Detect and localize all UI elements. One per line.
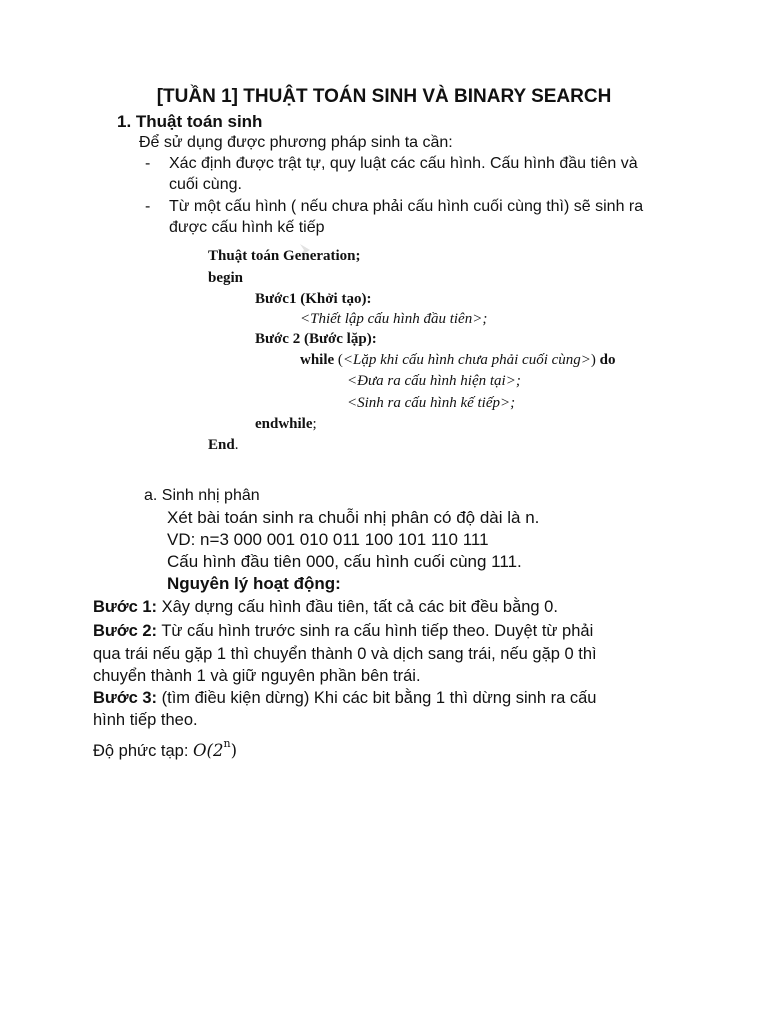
complexity-close: ) bbox=[230, 741, 238, 760]
example-line: VD: n=3 000 001 010 011 100 101 110 111 bbox=[167, 530, 489, 549]
algorithm-end bbox=[208, 437, 238, 454]
algorithm-body-2: <Sinh ra cấu hình kế tiếp>; bbox=[347, 395, 516, 411]
algorithm-name: Thuật toán Generation; bbox=[208, 248, 361, 264]
complexity-line bbox=[93, 737, 238, 761]
bullet-2-line1: Từ một cấu hình ( nếu chưa phải cấu hình cuối cùng thì) sẽ sinh ra bbox=[169, 198, 644, 215]
section-intro: Để sử dụng được phương pháp sinh ta cần: bbox=[139, 134, 453, 151]
while-condition: <Lặp khi cấu hình chưa phải cuối cùng> bbox=[342, 352, 591, 368]
step-3 bbox=[93, 689, 596, 708]
bullet-dash: - bbox=[145, 155, 151, 172]
complexity-label: Độ phức tạp: bbox=[93, 742, 194, 760]
algorithm-step1-label: Bước1 (Khởi tạo): bbox=[255, 291, 372, 307]
step-3-label: Bước 3: bbox=[93, 689, 158, 707]
subsection-heading-binary: a. Sinh nhị phân bbox=[144, 487, 260, 504]
endwhile-keyword: endwhile bbox=[255, 416, 313, 432]
step-1-line1: Xây dựng cấu hình đầu tiên, tất cả các bit đều bằng 0. bbox=[157, 598, 558, 616]
step-2 bbox=[93, 622, 593, 641]
problem-statement: Xét bài toán sinh ra chuỗi nhị phân có độ dài là n. bbox=[167, 508, 540, 527]
bullet-1-line1: Xác định được trật tự, quy luật các cấu hình. Cấu hình đầu tiên và bbox=[169, 155, 638, 172]
algorithm-begin: begin bbox=[208, 270, 244, 286]
end-keyword: End bbox=[208, 437, 235, 453]
algorithm-body-1: <Đưa ra cấu hình hiện tại>; bbox=[347, 373, 521, 389]
configs-line: Cấu hình đầu tiên 000, cấu hình cuối cùng 111. bbox=[167, 552, 522, 571]
bullet-dash: - bbox=[145, 198, 151, 215]
step-1 bbox=[93, 598, 558, 617]
step-1-label: Bước 1: bbox=[93, 598, 158, 616]
end-dot: . bbox=[234, 437, 239, 453]
complexity-exponent: n bbox=[223, 737, 231, 750]
bullet-1 bbox=[145, 155, 638, 173]
page-title: [TUẦN 1] THUẬT TOÁN SINH VÀ BINARY SEARCH bbox=[156, 86, 612, 107]
while-open: ( bbox=[334, 352, 343, 368]
do-keyword: do bbox=[599, 352, 616, 368]
bullet-1-line2: cuối cùng. bbox=[169, 176, 242, 193]
step-3-line1: (tìm điều kiện dừng) Khi các bit bằng 1 thì dừng sinh ra cấu bbox=[157, 689, 597, 707]
step-3-line2: hình tiếp theo. bbox=[93, 711, 198, 729]
cropped-text-remnant bbox=[170, 236, 590, 244]
complexity-o: O(2 bbox=[193, 741, 224, 760]
while-close: ) bbox=[590, 352, 600, 368]
endwhile-semi: ; bbox=[312, 416, 317, 432]
section-heading-generation: 1. Thuật toán sinh bbox=[117, 112, 263, 131]
while-keyword: while bbox=[300, 352, 335, 368]
algorithm-endwhile bbox=[255, 416, 317, 433]
bullet-2-line2: được cấu hình kế tiếp bbox=[169, 219, 325, 236]
principle-heading: Nguyên lý hoạt động: bbox=[167, 574, 341, 593]
algorithm-step1-body: <Thiết lập cấu hình đầu tiên>; bbox=[300, 311, 488, 327]
step-2-line1: Từ cấu hình trước sinh ra cấu hình tiếp theo. Duyệt từ phải bbox=[157, 622, 594, 640]
algorithm-while-line bbox=[300, 352, 616, 369]
step-2-label: Bước 2: bbox=[93, 622, 158, 640]
bullet-2 bbox=[145, 198, 643, 216]
step-2-line2: qua trái nếu gặp 1 thì chuyển thành 0 và dịch sang trái, nếu gặp 0 thì bbox=[93, 645, 597, 663]
step-2-line3: chuyển thành 1 và giữ nguyên phần bên trái. bbox=[93, 667, 421, 685]
algorithm-step2-label: Bước 2 (Bước lặp): bbox=[255, 331, 377, 347]
